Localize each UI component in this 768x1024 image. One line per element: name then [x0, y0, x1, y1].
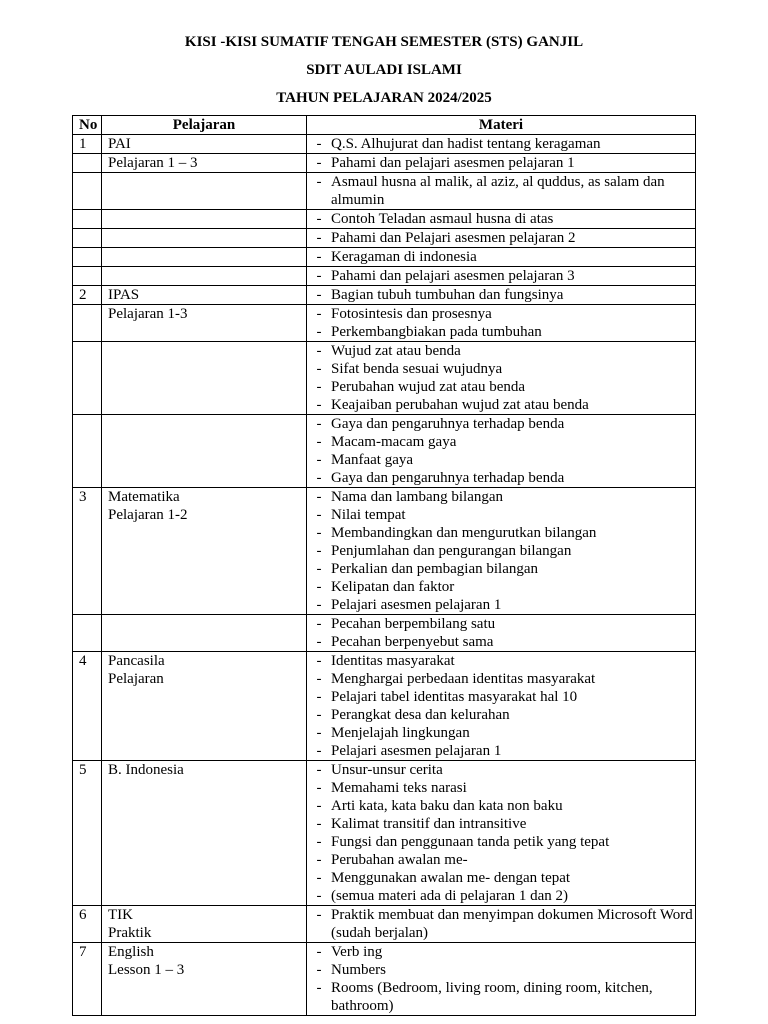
list-item [307, 342, 695, 360]
materi-text: Identitas masyarakat [331, 653, 455, 669]
bullet-dash: - [316, 980, 322, 996]
materi-cell [307, 342, 696, 415]
subject-cell [102, 229, 307, 248]
list-item [307, 578, 695, 596]
row-number [73, 173, 102, 210]
row-number: 1 [73, 135, 102, 154]
bullet-dash: - [316, 616, 322, 632]
bullet-dash: - [316, 525, 322, 541]
materi-cell [307, 286, 696, 305]
subject-cell [102, 943, 307, 1016]
subject-line: Pelajaran [108, 671, 164, 687]
bullet-dash: - [316, 780, 322, 796]
subject-cell [102, 173, 307, 210]
row-number [73, 248, 102, 267]
bullet-dash: - [316, 397, 322, 413]
materi-cell [307, 906, 696, 943]
subject-line: Matematika [108, 489, 180, 505]
materi-cell [307, 415, 696, 488]
list-item [307, 869, 695, 887]
table-body [73, 135, 696, 1016]
subject-line: Pelajaran 1-2 [108, 507, 188, 523]
bullet-dash: - [316, 561, 322, 577]
list-item [307, 415, 695, 433]
materi-text: Menjelajah lingkungan [331, 725, 470, 741]
bullet-dash: - [316, 249, 322, 265]
table-row [73, 342, 696, 415]
materi-cell [307, 135, 696, 154]
materi-cell [307, 267, 696, 286]
table-row [73, 305, 696, 342]
materi-cell [307, 229, 696, 248]
materi-text: Nilai tempat [331, 507, 406, 523]
materi-text: Pahami dan pelajari asesmen pelajaran 3 [331, 268, 575, 284]
row-number [73, 305, 102, 342]
list-item [307, 596, 695, 614]
list-item [307, 135, 695, 153]
table-row [73, 229, 696, 248]
bullet-dash: - [316, 155, 322, 171]
bullet-dash: - [316, 306, 322, 322]
row-number [73, 615, 102, 652]
list-item [307, 943, 695, 961]
bullet-dash: - [316, 962, 322, 978]
materi-text: Menghargai perbedaan identitas masyarakat [331, 671, 596, 687]
subject-cell [102, 652, 307, 761]
bullet-dash: - [316, 798, 322, 814]
list-item [307, 267, 695, 285]
bullet-dash: - [316, 324, 322, 340]
table-row [73, 210, 696, 229]
bullet-dash: - [316, 743, 322, 759]
list-item [307, 688, 695, 706]
materi-text: Menggunakan awalan me- dengan tepat [331, 870, 571, 886]
materi-text: Asmaul husna al malik, al aziz, al quddus, as salam dan almumin [331, 174, 665, 208]
header-materi: Materi [307, 116, 696, 135]
list-item [307, 433, 695, 451]
list-item [307, 851, 695, 869]
materi-text: Numbers [331, 962, 386, 978]
subject-cell [102, 488, 307, 615]
bullet-dash: - [316, 689, 322, 705]
bullet-dash: - [316, 543, 322, 559]
list-item [307, 542, 695, 560]
row-number [73, 415, 102, 488]
materi-cell [307, 210, 696, 229]
bullet-dash: - [316, 507, 322, 523]
materi-text: Sifat benda sesuai wujudnya [331, 361, 503, 377]
subject-line: Pelajaran 1 – 3 [108, 155, 198, 171]
list-item [307, 154, 695, 172]
materi-text: Kalimat transitif dan intransitive [331, 816, 527, 832]
subject-line: PAI [108, 136, 131, 152]
materi-cell [307, 305, 696, 342]
table-row [73, 488, 696, 615]
bullet-dash: - [316, 174, 322, 190]
list-item [307, 229, 695, 247]
materi-cell [307, 248, 696, 267]
materi-text: Rooms (Bedroom, living room, dining room, kitchen, bathroom) [331, 980, 653, 1014]
list-item [307, 323, 695, 341]
subject-line: Pancasila [108, 653, 165, 669]
materi-cell [307, 615, 696, 652]
materi-text: Praktik membuat dan menyimpan dokumen Microsoft Word (sudah berjalan) [331, 907, 693, 941]
table-row [73, 415, 696, 488]
list-item [307, 833, 695, 851]
materi-cell [307, 943, 696, 1016]
materi-cell [307, 488, 696, 615]
header-no: No [73, 116, 102, 135]
materi-text: Q.S. Alhujurat dan hadist tentang keragaman [331, 136, 601, 152]
materi-text: Arti kata, kata baku dan kata non baku [331, 798, 563, 814]
table-row [73, 173, 696, 210]
table-row [73, 248, 696, 267]
list-item [307, 210, 695, 228]
materi-text: Pelajari tabel identitas masyarakat hal 10 [331, 689, 578, 705]
list-item [307, 305, 695, 323]
table-row [73, 652, 696, 761]
list-item [307, 670, 695, 688]
materi-text: Pecahan berpembilang satu [331, 616, 496, 632]
bullet-dash: - [316, 361, 322, 377]
list-item [307, 761, 695, 779]
materi-cell [307, 154, 696, 173]
materi-text: Manfaat gaya [331, 452, 414, 468]
row-number [73, 229, 102, 248]
materi-text: Pelajari asesmen pelajaran 1 [331, 743, 502, 759]
bullet-dash: - [316, 870, 322, 886]
subject-cell [102, 210, 307, 229]
subject-cell [102, 267, 307, 286]
bullet-dash: - [316, 671, 322, 687]
bullet-dash: - [316, 434, 322, 450]
bullet-dash: - [316, 907, 322, 923]
list-item [307, 469, 695, 487]
materi-text: Gaya dan pengaruhnya terhadap benda [331, 470, 565, 486]
bullet-dash: - [316, 653, 322, 669]
bullet-dash: - [316, 268, 322, 284]
list-item [307, 633, 695, 651]
row-number: 4 [73, 652, 102, 761]
table-row [73, 615, 696, 652]
list-item [307, 524, 695, 542]
list-item [307, 906, 695, 942]
header-pelajaran: Pelajaran [102, 116, 307, 135]
row-number: 3 [73, 488, 102, 615]
bullet-dash: - [316, 888, 322, 904]
subject-line: Praktik [108, 925, 152, 941]
materi-text: Pahami dan pelajari asesmen pelajaran 1 [331, 155, 575, 171]
kisi-kisi-table [72, 115, 696, 1016]
list-item [307, 742, 695, 760]
bullet-dash: - [316, 489, 322, 505]
materi-text: Membandingkan dan mengurutkan bilangan [331, 525, 597, 541]
bullet-dash: - [316, 944, 322, 960]
bullet-dash: - [316, 816, 322, 832]
bullet-dash: - [316, 416, 322, 432]
list-item [307, 887, 695, 905]
bullet-dash: - [316, 597, 322, 613]
list-item [307, 560, 695, 578]
list-item [307, 378, 695, 396]
bullet-dash: - [316, 136, 322, 152]
subject-line: Lesson 1 – 3 [108, 962, 185, 978]
bullet-dash: - [316, 343, 322, 359]
materi-text: Keragaman di indonesia [331, 249, 477, 265]
table-row [73, 135, 696, 154]
materi-cell [307, 761, 696, 906]
bullet-dash: - [316, 287, 322, 303]
bullet-dash: - [316, 211, 322, 227]
list-item [307, 248, 695, 266]
list-item [307, 706, 695, 724]
bullet-dash: - [316, 762, 322, 778]
academic-year: TAHUN PELAJARAN 2024/2025 [276, 90, 492, 106]
materi-text: Fotosintesis dan prosesnya [331, 306, 492, 322]
materi-text: Verb ing [331, 944, 383, 960]
list-item [307, 724, 695, 742]
materi-cell [307, 652, 696, 761]
materi-text: Perangkat desa dan kelurahan [331, 707, 510, 723]
list-item [307, 615, 695, 633]
materi-text: Unsur-unsur cerita [331, 762, 443, 778]
school-name: SDIT AULADI ISLAMI [306, 62, 462, 78]
row-number: 7 [73, 943, 102, 1016]
subject-cell [102, 135, 307, 154]
bullet-dash: - [316, 470, 322, 486]
subject-cell [102, 154, 307, 173]
subject-line: IPAS [108, 287, 140, 303]
subject-cell [102, 906, 307, 943]
materi-text: Pelajari asesmen pelajaran 1 [331, 597, 502, 613]
row-number: 5 [73, 761, 102, 906]
bullet-dash: - [316, 379, 322, 395]
materi-text: Gaya dan pengaruhnya terhadap benda [331, 416, 565, 432]
subject-line: English [108, 944, 154, 960]
bullet-dash: - [316, 707, 322, 723]
bullet-dash: - [316, 852, 322, 868]
subject-line: Pelajaran 1-3 [108, 306, 188, 322]
table-row [73, 267, 696, 286]
materi-text: Kelipatan dan faktor [331, 579, 455, 595]
table-row [73, 286, 696, 305]
list-item [307, 652, 695, 670]
list-item [307, 979, 695, 1015]
row-number: 2 [73, 286, 102, 305]
table-row [73, 761, 696, 906]
bullet-dash: - [316, 634, 322, 650]
materi-text: Wujud zat atau benda [331, 343, 461, 359]
list-item [307, 779, 695, 797]
subject-cell [102, 248, 307, 267]
table-row [73, 906, 696, 943]
subject-cell [102, 305, 307, 342]
materi-text: Keajaiban perubahan wujud zat atau benda [331, 397, 589, 413]
materi-text: Macam-macam gaya [331, 434, 457, 450]
list-item [307, 173, 695, 209]
materi-text: Fungsi dan penggunaan tanda petik yang tepat [331, 834, 610, 850]
subject-cell [102, 415, 307, 488]
materi-text: Nama dan lambang bilangan [331, 489, 504, 505]
bullet-dash: - [316, 230, 322, 246]
subject-line: B. Indonesia [108, 762, 184, 778]
list-item [307, 815, 695, 833]
subject-line: TIK [108, 907, 133, 923]
bullet-dash: - [316, 725, 322, 741]
list-item [307, 360, 695, 378]
subject-cell [102, 761, 307, 906]
subject-cell [102, 342, 307, 415]
row-number [73, 154, 102, 173]
materi-text: Contoh Teladan asmaul husna di atas [331, 211, 554, 227]
materi-text: Perkalian dan pembagian bilangan [331, 561, 539, 577]
list-item [307, 451, 695, 469]
materi-text: Pecahan berpenyebut sama [331, 634, 494, 650]
materi-text: Penjumlahan dan pengurangan bilangan [331, 543, 572, 559]
subject-cell [102, 286, 307, 305]
row-number [73, 267, 102, 286]
subject-cell [102, 615, 307, 652]
table-row [73, 943, 696, 1016]
materi-text: Perkembangbiakan pada tumbuhan [331, 324, 542, 340]
materi-text: (semua materi ada di pelajaran 1 dan 2) [331, 888, 568, 904]
list-item [307, 396, 695, 414]
table-header-row [73, 116, 696, 135]
materi-text: Perubahan awalan me- [331, 852, 468, 868]
row-number [73, 210, 102, 229]
bullet-dash: - [316, 579, 322, 595]
materi-text: Pahami dan Pelajari asesmen pelajaran 2 [331, 230, 576, 246]
list-item [307, 506, 695, 524]
list-item [307, 286, 695, 304]
list-item [307, 488, 695, 506]
document-title: KISI -KISI SUMATIF TENGAH SEMESTER (STS) GANJIL [184, 34, 584, 50]
materi-text: Memahami teks narasi [331, 780, 467, 796]
materi-cell [307, 173, 696, 210]
list-item [307, 797, 695, 815]
materi-text: Perubahan wujud zat atau benda [331, 379, 526, 395]
bullet-dash: - [316, 452, 322, 468]
materi-text: Bagian tubuh tumbuhan dan fungsinya [331, 287, 564, 303]
table-row [73, 154, 696, 173]
row-number [73, 342, 102, 415]
bullet-dash: - [316, 834, 322, 850]
list-item [307, 961, 695, 979]
row-number: 6 [73, 906, 102, 943]
